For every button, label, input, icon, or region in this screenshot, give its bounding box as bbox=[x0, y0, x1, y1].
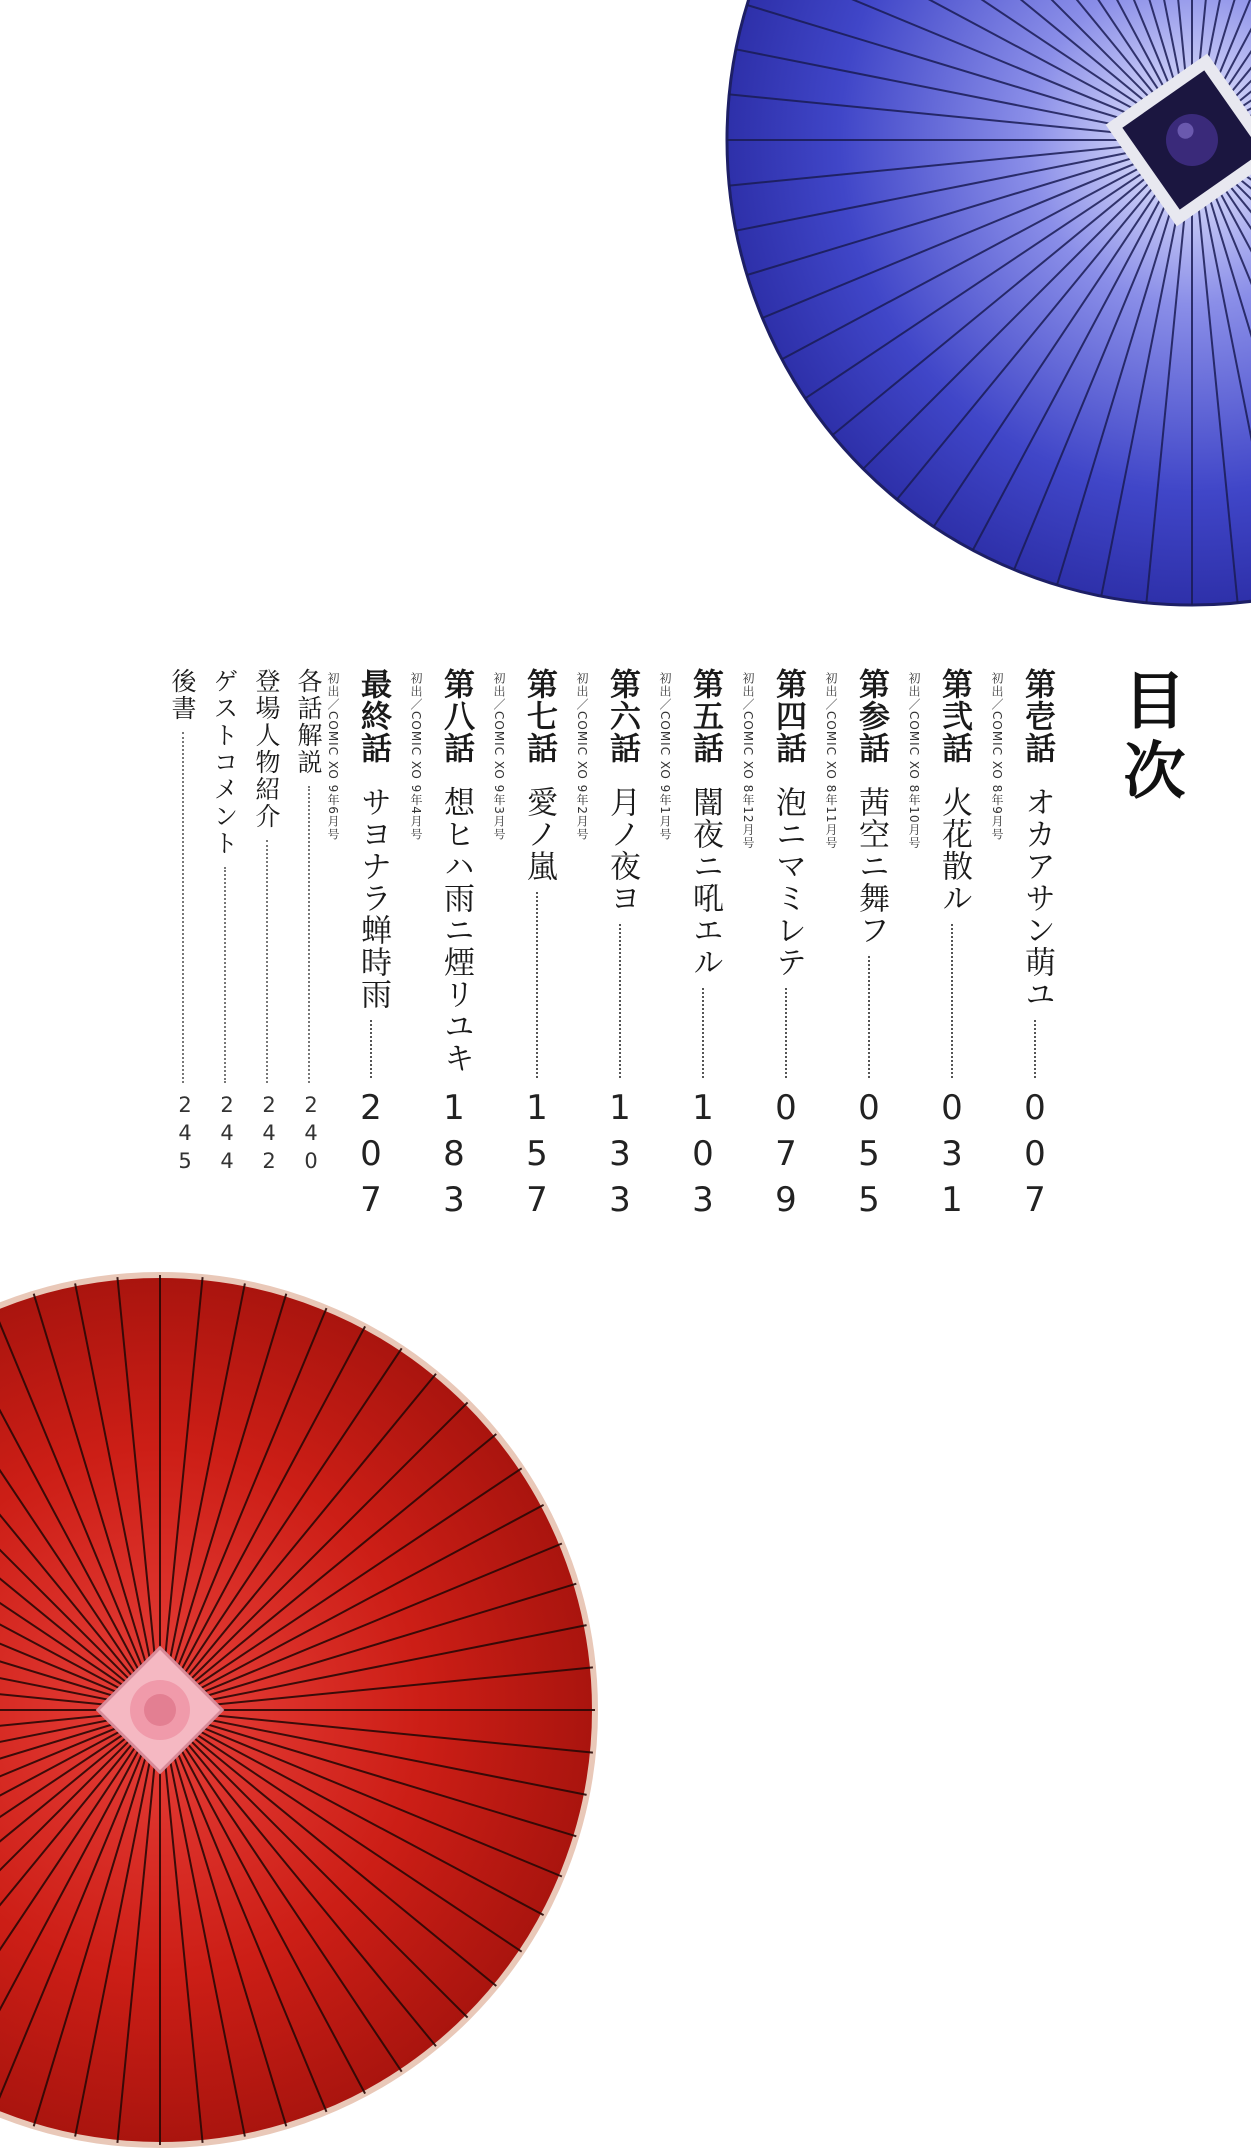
dot-leader bbox=[951, 924, 953, 1078]
chapter-title: 月ノ夜ヨ bbox=[604, 786, 640, 914]
blue-umbrella-illustration bbox=[722, 0, 1251, 610]
extra-title: 登場人物紹介 bbox=[252, 668, 281, 830]
chapter-title: サヨナラ蝉時雨 bbox=[355, 786, 391, 1010]
chapter-number: 第七話 bbox=[521, 668, 557, 764]
chapter-entry bbox=[849, 668, 889, 1226]
chapter-entry bbox=[932, 668, 972, 1226]
extra-entry bbox=[212, 668, 237, 1188]
extra-title: 後書 bbox=[168, 668, 197, 722]
chapter-entry bbox=[683, 668, 723, 1226]
dot-leader bbox=[619, 924, 621, 1078]
chapter-source: 初出／COMIC XO 9年6月号 bbox=[326, 672, 340, 841]
chapter-title: 闇夜ニ吼エル bbox=[687, 786, 723, 978]
extra-page-number: 245 bbox=[173, 1093, 197, 1177]
chapter-entry bbox=[600, 668, 640, 1226]
chapter-title: 火花散ル bbox=[936, 786, 972, 914]
dot-leader bbox=[308, 786, 310, 1083]
toc-title: 目次 bbox=[1113, 668, 1186, 808]
dot-leader bbox=[702, 988, 704, 1078]
chapter-page-number: 079 bbox=[766, 1088, 806, 1226]
chapter-number: 最終話 bbox=[355, 668, 391, 764]
dot-leader bbox=[266, 840, 268, 1083]
red-umbrella-illustration bbox=[0, 1270, 600, 2150]
chapter-number: 第弐話 bbox=[936, 668, 972, 764]
chapter-source: 初出／COMIC XO 9年2月号 bbox=[575, 672, 589, 841]
dot-leader bbox=[370, 1020, 372, 1078]
dot-leader bbox=[182, 732, 184, 1083]
chapter-title: オカアサン萌ユ bbox=[1019, 786, 1055, 1010]
dot-leader bbox=[536, 892, 538, 1078]
chapter-source: 初出／COMIC XO 8年11月号 bbox=[824, 672, 838, 850]
extra-entry bbox=[254, 668, 279, 1188]
chapter-title: 愛ノ嵐 bbox=[521, 786, 557, 882]
chapter-source: 初出／COMIC XO 8年9月号 bbox=[990, 672, 1004, 841]
chapter-entry bbox=[766, 668, 806, 1226]
chapter-page-number: 133 bbox=[600, 1088, 640, 1226]
chapter-source: 初出／COMIC XO 9年3月号 bbox=[492, 672, 506, 841]
extra-title: ゲストコメント bbox=[210, 668, 239, 857]
chapter-entry bbox=[1015, 668, 1055, 1226]
chapter-entry bbox=[517, 668, 557, 1226]
chapter-number: 第壱話 bbox=[1019, 668, 1055, 764]
extra-entry bbox=[170, 668, 195, 1188]
chapter-page-number: 157 bbox=[517, 1088, 557, 1226]
extra-page-number: 240 bbox=[299, 1093, 323, 1177]
chapter-title: 泡ニマミレテ bbox=[770, 786, 806, 978]
chapter-page-number: 207 bbox=[351, 1088, 391, 1226]
chapter-source: 初出／COMIC XO 8年12月号 bbox=[741, 672, 755, 850]
chapter-page-number: 007 bbox=[1015, 1088, 1055, 1226]
chapter-source: 初出／COMIC XO 9年4月号 bbox=[409, 672, 423, 841]
table-of-contents bbox=[140, 668, 1186, 1226]
dot-leader bbox=[868, 956, 870, 1078]
chapter-source: 初出／COMIC XO 8年10月号 bbox=[907, 672, 921, 850]
chapter-page-number: 103 bbox=[683, 1088, 723, 1226]
chapter-page-number: 031 bbox=[932, 1088, 972, 1226]
chapter-entry bbox=[351, 668, 391, 1226]
chapter-entry bbox=[434, 668, 474, 1226]
dot-leader bbox=[1034, 1020, 1036, 1078]
extra-title: 各話解説 bbox=[294, 668, 323, 776]
chapter-source: 初出／COMIC XO 9年1月号 bbox=[658, 672, 672, 841]
extra-entry bbox=[296, 668, 321, 1188]
dot-leader bbox=[785, 988, 787, 1078]
chapter-title: 茜空ニ舞フ bbox=[853, 786, 889, 946]
chapter-number: 第参話 bbox=[853, 668, 889, 764]
chapter-number: 第八話 bbox=[438, 668, 474, 764]
dot-leader bbox=[224, 867, 226, 1083]
chapter-title: 想ヒハ雨ニ煙リユキ bbox=[438, 786, 474, 1074]
extra-page-number: 244 bbox=[215, 1093, 239, 1177]
chapter-page-number: 055 bbox=[849, 1088, 889, 1226]
extra-page-number: 242 bbox=[257, 1093, 281, 1177]
chapter-page-number: 183 bbox=[434, 1088, 474, 1226]
chapter-number: 第四話 bbox=[770, 668, 806, 764]
chapter-number: 第六話 bbox=[604, 668, 640, 764]
chapter-number: 第五話 bbox=[687, 668, 723, 764]
